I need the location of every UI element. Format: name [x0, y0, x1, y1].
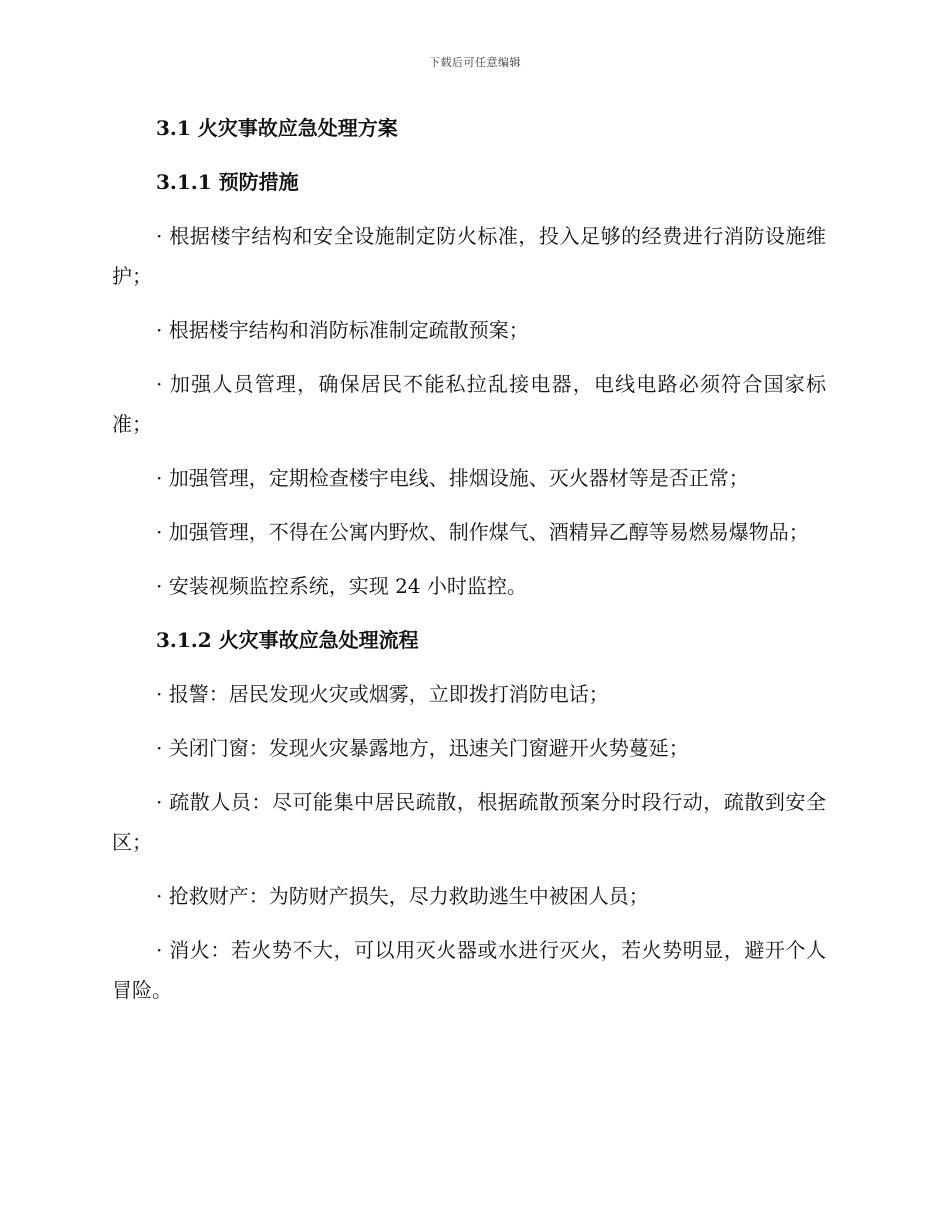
procedure-item-2: · 关闭门窗：发现火灾暴露地方，迅速关门窗避开火势蔓延；	[156, 736, 689, 760]
procedure-item-4: · 抢救财产：为防财产损失，尽力救助逃生中被困人员；	[156, 884, 649, 908]
procedure-item-3: · 疏散人员：尽可能集中居民疏散，根据疏散预案分时段行动，疏散到安全区；	[112, 790, 826, 854]
procedure-item-5: · 消火：若火势不大，可以用灭火器或水进行灭火，若火势明显，避开个人冒险。	[112, 938, 826, 1002]
document-body	[112, 108, 826, 1024]
section-title: 3.1 火灾事故应急处理方案	[156, 116, 398, 140]
prevention-item-2: · 根据楼宇结构和消防标准制定疏散预案；	[156, 318, 529, 342]
prevention-item-4: · 加强管理，定期检查楼宇电线、排烟设施、灭火器材等是否正常；	[156, 466, 749, 490]
prevention-item-3: · 加强人员管理，确保居民不能私拉乱接电器，电线电路必须符合国家标准；	[112, 372, 826, 436]
procedure-heading: 3.1.2 火灾事故应急处理流程	[156, 628, 419, 652]
procedure-item-1: · 报警：居民发现火灾或烟雾，立即拨打消防电话；	[156, 682, 609, 706]
prevention-item-5: · 加强管理，不得在公寓内野炊、制作煤气、酒精异乙醇等易燃易爆物品；	[156, 520, 809, 544]
prevention-item-1: · 根据楼宇结构和安全设施制定防火标准，投入足够的经费进行消防设施维护；	[112, 224, 826, 288]
prevention-heading: 3.1.1 预防措施	[156, 170, 299, 194]
page-header: 下载后可任意编辑	[429, 56, 521, 69]
prevention-item-6: · 安装视频监控系统，实现 24 小时监控。	[156, 574, 527, 598]
